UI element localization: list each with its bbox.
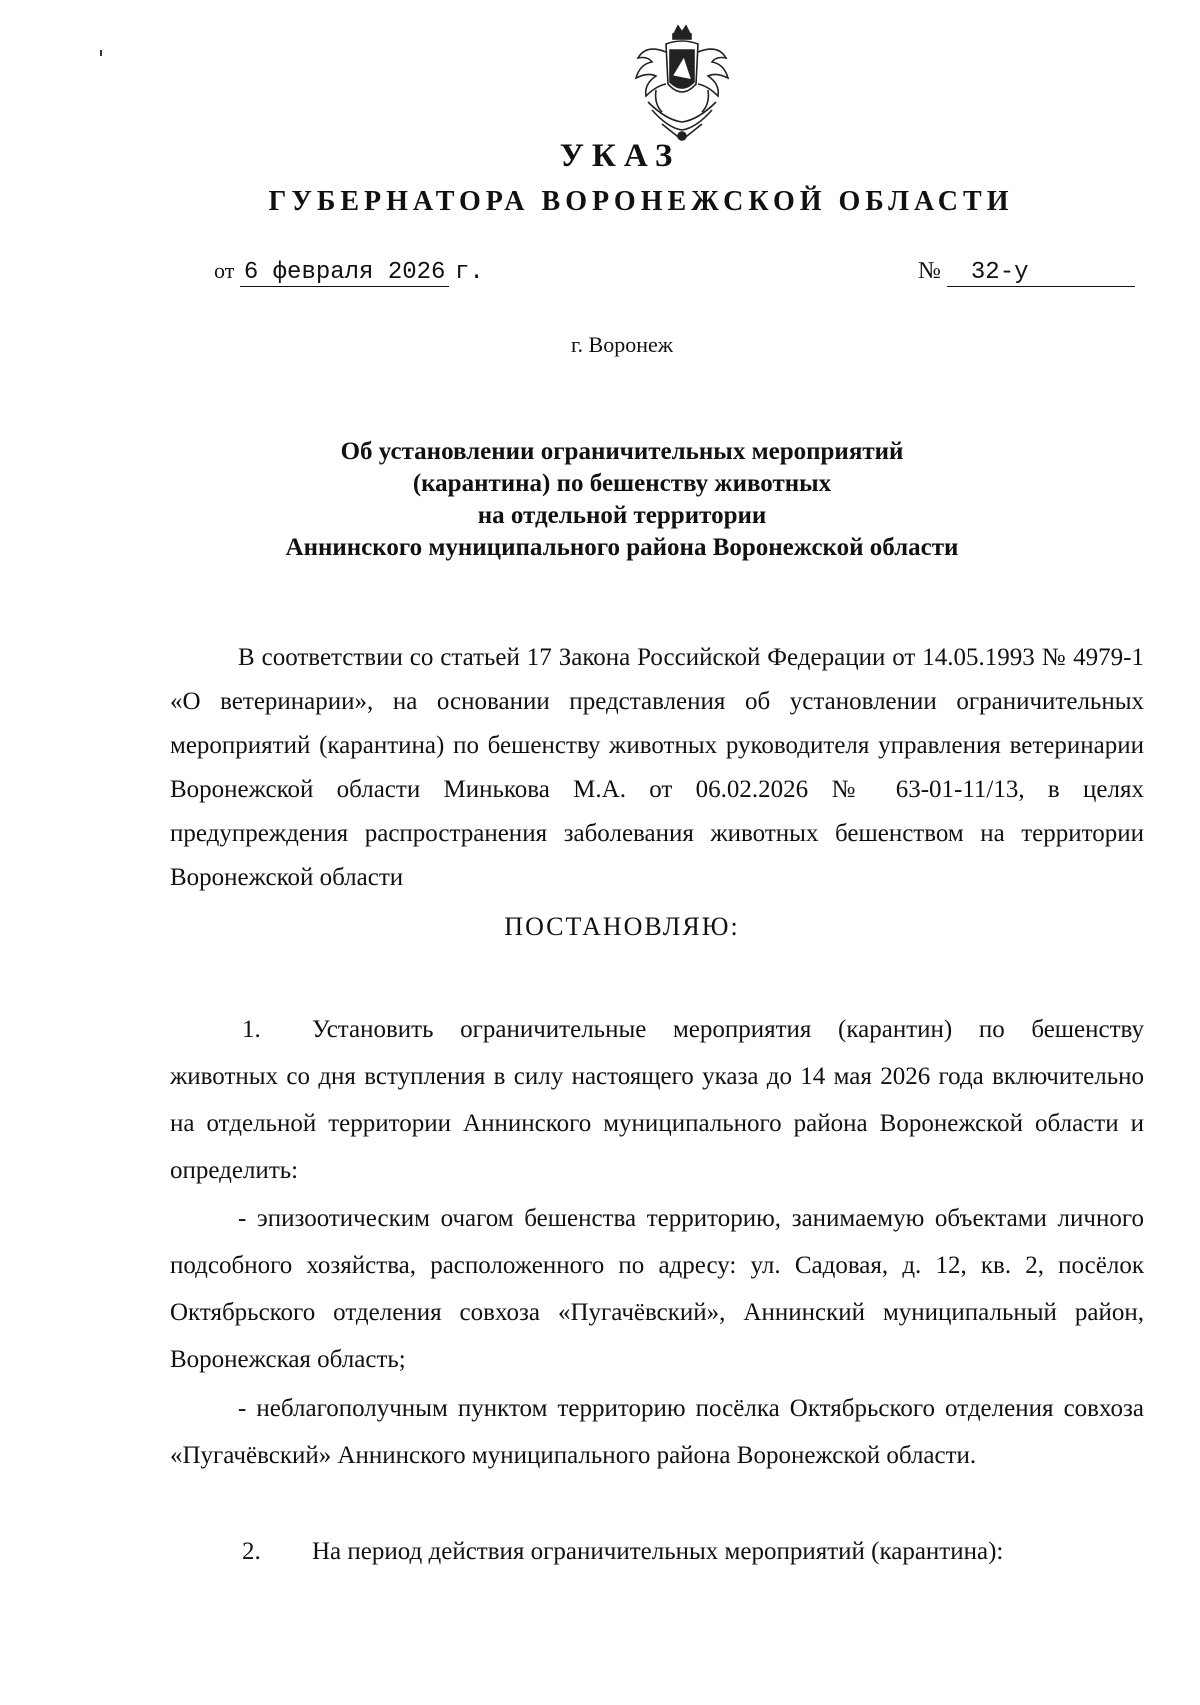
bullet-1-text: - эпизоотическим очагом бешенства территорию, занимаемую объектами личного подсобного хозяйства, расположенного по адресу: ул. Садовая, д. 12, кв. 2, посёлок Октябрьского отделения совхоза «Пугачёвский», Аннинский муниципальный район, Воронежская область;	[170, 1205, 1144, 1373]
date-value: 6 февраля 2026	[240, 259, 450, 287]
decree-title: УКАЗ	[559, 138, 681, 174]
number-value: 32-у	[947, 259, 1135, 287]
item-1	[170, 1006, 1144, 1194]
city-name: г. Воронеж	[571, 332, 673, 357]
decree-number	[918, 258, 1135, 287]
coat-of-arms-icon	[626, 24, 738, 146]
number-prefix: №	[918, 258, 941, 284]
preamble-paragraph	[170, 636, 1144, 900]
item-1-text: Установить ограничительные мероприятия (карантин) по бешенству животных со дня вступления в силу настоящего указа до 14 мая 2026 года включительно на отдельной территории Аннинского муниципального района Воронежской области и определить:	[170, 1016, 1144, 1184]
decree-issuer: ГУБЕРНАТОРА ВОРОНЕЖСКОЙ ОБЛАСТИ	[268, 186, 1014, 217]
item-2-text: На период действия ограничительных мероприятий (карантина):	[312, 1538, 1004, 1565]
item-1-bullet-2	[170, 1385, 1144, 1479]
date-suffix: г.	[454, 259, 484, 286]
heading-line: Об установлении ограничительных мероприятий	[340, 438, 904, 465]
item-2	[170, 1528, 1144, 1575]
heading-line: (карантина) по бешенству животных	[412, 470, 832, 497]
decree-heading	[0, 436, 1200, 564]
heading-line: Аннинского муниципального района Воронежской области	[285, 534, 959, 561]
preamble-text: В соответствии со статьей 17 Закона Российской Федерации от 14.05.1993 № 4979-1 «О ветеринарии», на основании представления об установлении ограничительных мероприятий (карантина) по бешенству животных руководителя управления ветеринарии Воронежской области Минькова М.А. от 06.02.2026 № 63-01-11/13, в целях предупреждения распространения заболевания животных бешенством на территории Воронежской области	[170, 644, 1144, 891]
item-2-number: 2.	[242, 1538, 261, 1565]
item-1-number: 1.	[242, 1016, 261, 1043]
decree-date	[214, 258, 484, 287]
scan-speck	[100, 50, 102, 56]
bullet-2-text: - неблагополучным пунктом территорию посёлка Октябрьского отделения совхоза «Пугачёвский» Аннинского муниципального района Воронежской области.	[170, 1395, 1144, 1469]
resolve-heading: ПОСТАНОВЛЯЮ:	[504, 912, 740, 941]
date-prefix: от	[214, 258, 235, 283]
heading-line: на отдельной территории	[477, 502, 767, 529]
item-1-bullet-1	[170, 1195, 1144, 1383]
